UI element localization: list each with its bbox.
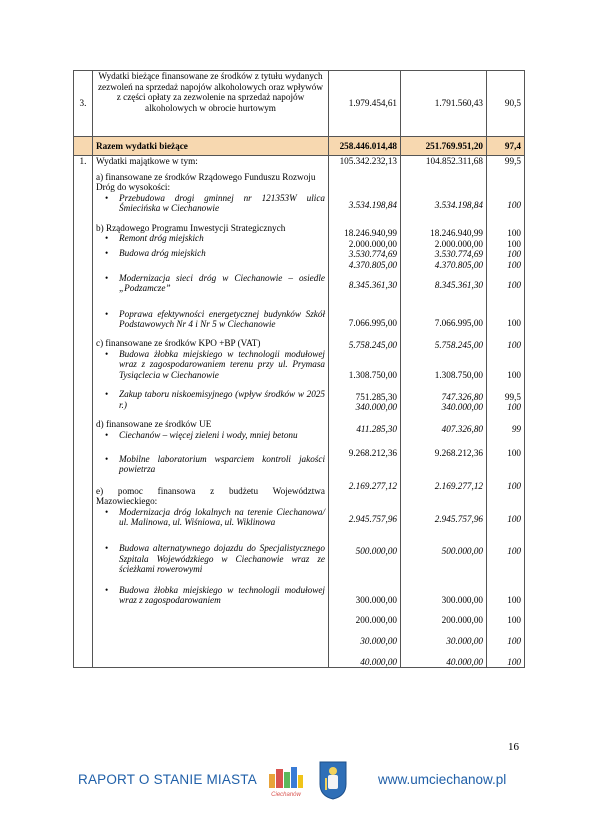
execution-value: 2.169.277,12: [434, 481, 483, 492]
percent-value: 100: [507, 249, 521, 260]
execution-value: 7.066.995,00: [434, 318, 483, 329]
percent-value: 100: [507, 594, 521, 605]
percent-value: 100: [507, 318, 521, 329]
bullet-icon: •: [105, 272, 109, 283]
bullet-icon: •: [105, 248, 109, 259]
bullet-icon: •: [105, 429, 109, 440]
execution-value: 2.945.757,96: [434, 513, 483, 524]
bullet-icon: •: [105, 453, 109, 464]
bullet-icon: •: [105, 584, 109, 595]
list-item: [105, 192, 325, 214]
section-c-heading: c) finansowane ze środków KPO +BP (VAT): [96, 337, 261, 348]
percent-value: 100: [507, 402, 521, 413]
plan-value: 411.285,30: [356, 423, 397, 434]
execution-value: 340.000,00: [441, 402, 483, 413]
plan-value: 2.000.000,00: [348, 238, 397, 249]
execution-value: 30.000,00: [446, 635, 483, 646]
item-text: Zakup taboru niskoemisyjnego (wpływ środków w 2025 r.): [119, 389, 325, 410]
execution-value: 500.000,00: [441, 546, 483, 557]
plan-value: 3.534.198,84: [348, 199, 397, 210]
percent-value: 100: [507, 656, 521, 667]
list-item: [105, 389, 325, 410]
percent-value: 100: [507, 370, 521, 381]
item-text: Budowa dróg miejskich: [119, 248, 206, 259]
plan-value: 7.066.995,00: [348, 318, 397, 329]
list-item: [105, 233, 325, 244]
total-row: [74, 137, 525, 156]
item-text: Ciechanów – więcej zieleni i wody, mniej betonu: [119, 429, 298, 440]
total-plan: 258.446.014,48: [329, 137, 401, 156]
plan-value: 9.268.212,36: [348, 447, 397, 458]
percent-value: 99,5: [504, 391, 521, 402]
item-text: Poprawa efektywności energetycznej budynków Szkół Podstawowych Nr 4 i Nr 5 w Ciechanowie: [119, 308, 325, 330]
table-row: [74, 156, 525, 668]
item-text: Modernizacja dróg lokalnych na terenie Ciechanowa/ ul. Malinowa, ul. Wiśniowa, ul. Wiklinowa: [119, 506, 325, 528]
item-text: Przebudowa drogi gminnej nr 121353W ulica Śmiecińska w Ciechanowie: [119, 192, 325, 214]
execution-value: 407.326,80: [441, 423, 483, 434]
percent-value: 99: [511, 423, 521, 434]
report-title: RAPORT O STANIE MIASTA: [78, 772, 257, 787]
execution-value: 8.345.361,30: [434, 280, 483, 291]
plan-value: 8.345.361,30: [348, 280, 397, 291]
row-number: 1.: [74, 156, 93, 668]
execution-value: 18.246.940,99: [430, 228, 483, 239]
percent-value: 90,5: [487, 71, 525, 137]
percent-value: 100: [507, 481, 521, 492]
bullet-icon: •: [105, 506, 109, 517]
execution-value: 300.000,00: [441, 594, 483, 605]
plan-value: 300.000,00: [355, 594, 397, 605]
percent-value: 100: [507, 615, 521, 626]
plan-value: 105.342.232,13: [339, 156, 397, 166]
execution-value: 1.308.750,00: [434, 370, 483, 381]
total-percent: 97,4: [487, 137, 525, 156]
execution-column: [401, 156, 487, 668]
item-text: Remont dróg miejskich: [119, 233, 204, 244]
execution-value: 9.268.212,36: [434, 447, 483, 458]
percent-value: 100: [507, 635, 521, 646]
table-row: [74, 71, 525, 137]
percent-value: 100: [507, 280, 521, 291]
bullet-icon: •: [105, 348, 109, 359]
bullet-icon: •: [105, 192, 109, 203]
percent-value: 100: [507, 228, 521, 239]
execution-value: 200.000,00: [441, 615, 483, 626]
section-e-heading: e) pomoc finansowa z budżetu Województwa Mazowieckiego:: [96, 485, 325, 507]
section-d-heading: d) finansowane ze środków UE: [96, 419, 212, 430]
logo-text: Ciechanów: [271, 792, 301, 798]
plan-value: 30.000,00: [360, 635, 397, 646]
list-item: [105, 348, 325, 381]
item-text: Budowa żłobka miejskiego w technologii modułowej wraz z zagospodarowaniem: [119, 584, 325, 606]
list-item: [105, 453, 325, 475]
list-item: [105, 429, 325, 441]
city-crest-icon: [318, 760, 348, 800]
plan-value: 3.530.774,69: [348, 249, 397, 260]
bullet-icon: •: [105, 308, 109, 319]
plan-column: [329, 156, 401, 668]
execution-value: 3.530.774,69: [434, 249, 483, 260]
percent-value: 100: [507, 447, 521, 458]
percent-value: 100: [507, 238, 521, 249]
list-item: [105, 308, 325, 330]
plan-value: 2.945.757,96: [348, 513, 397, 524]
execution-value: 1.791.560,43: [401, 71, 487, 137]
list-item: [105, 506, 325, 528]
bullet-icon: •: [105, 389, 109, 400]
percent-value: 100: [507, 546, 521, 557]
plan-value: 751.285,30: [355, 391, 397, 402]
capital-heading: Wydatki majątkowe w tym:: [96, 156, 198, 166]
execution-value: 3.534.198,84: [434, 199, 483, 210]
plan-value: 40.000,00: [360, 656, 397, 667]
percent-value: 100: [507, 339, 521, 350]
execution-value: 40.000,00: [446, 656, 483, 667]
execution-value: 5.758.245,00: [434, 339, 483, 350]
execution-value: 2.000.000,00: [434, 238, 483, 249]
plan-value: 5.758.245,00: [348, 339, 397, 350]
city-logo-icon: [266, 760, 306, 800]
plan-value: 2.169.277,12: [348, 481, 397, 492]
total-number-cell: [74, 137, 93, 156]
item-text: Mobilne laboratorium wsparciem kontroli jakości powietrza: [119, 453, 325, 475]
plan-value: 18.246.940,99: [344, 228, 397, 239]
bullet-icon: •: [105, 233, 109, 244]
page-footer: [0, 760, 594, 810]
execution-value: 747.326,80: [441, 391, 483, 402]
capital-description: [93, 156, 329, 668]
row-number: 3.: [74, 71, 93, 137]
percent-value: 100: [507, 513, 521, 524]
row-description: Wydatki bieżące finansowane ze środków z tytułu wydanych zezwoleń na sprzedaż napojów alkoholowych oraz wpływów z części opłaty za zezwolenie na sprzedaż napojów alkoholowych w obrocie hurtowym: [93, 71, 329, 137]
item-text: Budowa żłobka miejskiego w technologii modułowej wraz z zagospodarowaniem terenu przy ul. Prymasa Tysiąclecia w Ciechanowie: [119, 348, 325, 380]
list-item: [105, 272, 325, 294]
list-item: [105, 543, 325, 575]
item-text: Modernizacja sieci dróg w Ciechanowie – osiedle „Podzamcze”: [119, 272, 325, 294]
plan-value: 340.000,00: [355, 402, 397, 413]
plan-value: 1.308.750,00: [348, 370, 397, 381]
plan-value: 200.000,00: [355, 615, 397, 626]
list-item: [105, 248, 325, 259]
bullet-icon: •: [105, 543, 109, 554]
execution-value: 4.370.805,00: [434, 259, 483, 270]
percent-column: [487, 156, 525, 668]
percent-value: 100: [507, 259, 521, 270]
total-execution: 251.769.951,20: [401, 137, 487, 156]
plan-value: 1.979.454,61: [329, 71, 401, 137]
plan-value: 500.000,00: [355, 546, 397, 557]
percent-value: 99,5: [504, 156, 521, 166]
website-url: www.umciechanow.pl: [378, 772, 507, 787]
list-item: [105, 584, 325, 606]
section-b-heading: b) Rządowego Programu Inwestycji Strategicznych: [96, 222, 286, 233]
item-text: Budowa alternatywnego dojazdu do Specjalistycznego Szpitala Wojewódzkiego w Ciechanowie wraz ze ścieżkami rowerowymi: [119, 543, 325, 575]
budget-table: [73, 70, 525, 668]
execution-value: 104.852.311,68: [425, 156, 483, 166]
plan-value: 4.370.805,00: [348, 259, 397, 270]
section-a-heading: a) finansowane ze środków Rządowego Funduszu Rozwoju Dróg do wysokości:: [96, 171, 316, 193]
page-number: 16: [508, 741, 519, 753]
percent-value: 100: [507, 199, 521, 210]
total-label: Razem wydatki bieżące: [93, 137, 329, 156]
